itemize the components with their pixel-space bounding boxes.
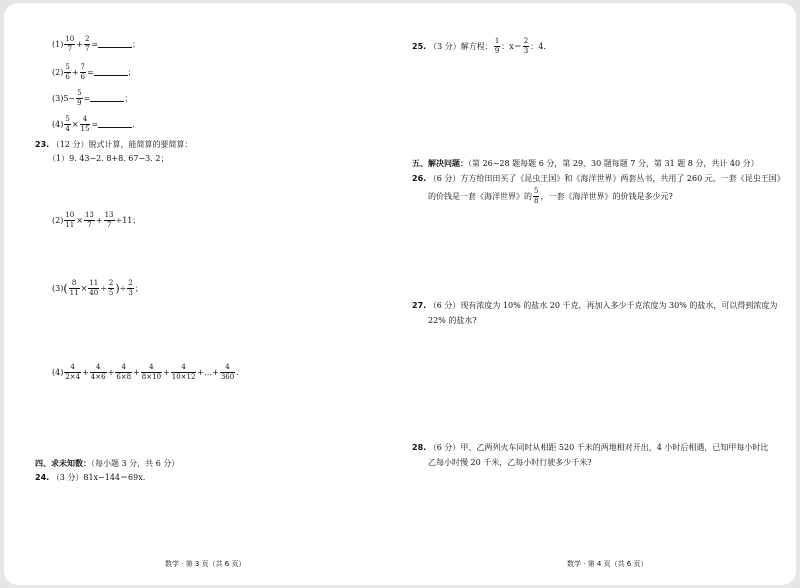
- fraction: $\frac{4}{15}$: [80, 115, 90, 133]
- page-footer-right: 数学 · 第 4 页（共 6 页）: [567, 560, 648, 568]
- operator: +: [133, 367, 140, 377]
- question-number: 24.: [35, 473, 50, 482]
- operator: ×: [71, 119, 79, 129]
- fraction: $\frac{1}{9}$: [494, 37, 500, 55]
- question-text: ，一套《海洋世界》的价钱是多少元?: [540, 191, 673, 201]
- equals: =: [83, 93, 91, 103]
- fraction: $\frac{5}{6}$: [65, 63, 70, 81]
- end-punct: .: [132, 119, 135, 129]
- fraction: $\frac{5}{9}$: [77, 89, 82, 107]
- q25: [412, 38, 546, 55]
- fraction: $\frac{4}{360}$: [220, 363, 235, 381]
- fraction: $\frac{4}{8\times 10}$: [141, 363, 162, 381]
- q22-item-4: [52, 116, 135, 133]
- q22-item-3: [52, 90, 132, 107]
- expression-part: 5−: [63, 93, 76, 103]
- operator: +: [71, 67, 79, 77]
- fraction: $\frac{4}{2\times 4}$: [65, 363, 81, 381]
- end-punct: .: [236, 367, 239, 377]
- question-text: （3 分）解方程：: [429, 41, 493, 51]
- fraction: $\frac{4}{10\times 12}$: [171, 363, 196, 381]
- fraction: $\frac{13}{7}$: [84, 211, 94, 229]
- fraction: $\frac{5}{4}$: [65, 115, 70, 133]
- paren: ): [115, 282, 120, 295]
- q24: [35, 474, 145, 482]
- end-punct: ；: [127, 67, 136, 77]
- fraction: $\frac{5}{8}$: [534, 187, 539, 205]
- question-number: 27.: [412, 301, 427, 310]
- fraction: $\frac{2}{7}$: [84, 35, 90, 53]
- equals: =: [91, 39, 99, 49]
- operator: +: [82, 367, 89, 377]
- end-punct: ；: [132, 39, 141, 49]
- item-label: (3): [52, 93, 64, 103]
- answer-blank: [98, 121, 132, 128]
- operator: +: [76, 39, 83, 49]
- item-label: (3): [52, 283, 64, 293]
- question-text: （6 分）甲、乙两列火车同时从相距 520 千米的两地相对开出，4 小时后相遇，已知甲每小时比: [428, 443, 769, 452]
- operator: +: [107, 367, 115, 377]
- fraction: $\frac{2}{3}$: [128, 279, 133, 297]
- fraction: $\frac{10}{7}$: [65, 35, 75, 53]
- item-label: (2): [52, 215, 64, 225]
- question-text: （12 分）脱式计算，能简算的要简算：: [51, 140, 193, 149]
- operator: +: [163, 367, 170, 377]
- fraction: $\frac{4}{6\times 8}$: [116, 363, 132, 381]
- operator: ÷: [119, 283, 127, 293]
- page-footer-left: 数学 · 第 3 页（共 6 页）: [165, 560, 246, 568]
- fraction: $\frac{2}{3}$: [523, 37, 529, 55]
- expression-part: ：x＝: [501, 41, 522, 51]
- answer-blank: [90, 95, 124, 102]
- expression-part: ：4.: [530, 41, 546, 51]
- ellipsis: +…+: [197, 367, 219, 377]
- q26-line-1: [412, 175, 785, 183]
- section-title: 四、求未知数：: [35, 459, 91, 468]
- fraction: $\frac{8}{11}$: [69, 279, 79, 297]
- answer-blank: [94, 69, 128, 76]
- operator: +: [95, 215, 103, 225]
- operator: ×: [80, 283, 88, 293]
- section-5-header: [412, 160, 759, 168]
- section-title: 五、解决问题：: [412, 159, 468, 168]
- question-number: 23.: [35, 140, 50, 149]
- equals: =: [91, 119, 99, 129]
- question-text: 的价钱是一套《海洋世界》的: [428, 191, 532, 201]
- fraction: $\frac{2}{5}$: [108, 279, 114, 297]
- end-punct: ；: [124, 93, 133, 103]
- question-text: （6 分）方方给田田买了《昆虫王国》和《海洋世界》两套丛书，共用了 260 元，一套《昆虫王国》: [428, 174, 785, 183]
- end-punct: ；: [134, 283, 143, 293]
- question-text: （6 分）现有浓度为 10% 的盐水 20 千克，再加入多少千克浓度为 30% 的盐水，可以得到浓度为: [428, 301, 778, 310]
- q26-line-2: [428, 188, 673, 205]
- item-label: (4): [52, 119, 64, 129]
- q27-line-1: [412, 302, 777, 310]
- fraction: $\frac{13}{7}$: [104, 211, 114, 229]
- expression-part: ÷11；: [115, 215, 141, 225]
- item-label: (1): [52, 39, 64, 49]
- equals: =: [86, 67, 94, 77]
- section-4-header: [35, 460, 179, 468]
- item-label: (2): [52, 67, 64, 77]
- question-number: 25.: [412, 41, 427, 51]
- question-number: 28.: [412, 443, 427, 452]
- q23-part-3: [52, 280, 143, 297]
- answer-blank: [98, 41, 132, 48]
- fraction: $\frac{10}{11}$: [65, 211, 75, 229]
- q28-line-2: 乙每小时慢 20 千米，乙每小时行驶多少千米?: [428, 458, 592, 467]
- q23-header: [35, 141, 192, 149]
- q23-part-1: （1）9. 43−2. 8+8. 67−3. 2；: [48, 154, 169, 163]
- q27-line-2: 22% 的盐水?: [428, 316, 477, 325]
- section-note: （第 26~28 题每题 6 分，第 29、30 题每题 7 分，第 31 题 8 分，共计 40 分）: [468, 159, 759, 168]
- q22-item-1: [52, 36, 140, 53]
- fraction: $\frac{4}{4\times 6}$: [90, 363, 106, 381]
- operator: ÷: [100, 283, 107, 293]
- item-label: (4): [52, 367, 64, 377]
- question-text: （3 分）81x−144＝69x.: [51, 473, 146, 482]
- operator: ×: [76, 215, 83, 225]
- question-number: 26.: [412, 174, 427, 183]
- fraction: $\frac{7}{6}$: [80, 63, 85, 81]
- q22-item-2: [52, 64, 136, 81]
- section-note: （每小题 3 分，共 6 分）: [91, 459, 180, 468]
- q23-part-4: [52, 364, 239, 381]
- paren: (: [63, 282, 68, 295]
- q23-part-2: [52, 212, 140, 229]
- q28-line-1: [412, 444, 768, 452]
- fraction: $\frac{11}{40}$: [89, 279, 99, 297]
